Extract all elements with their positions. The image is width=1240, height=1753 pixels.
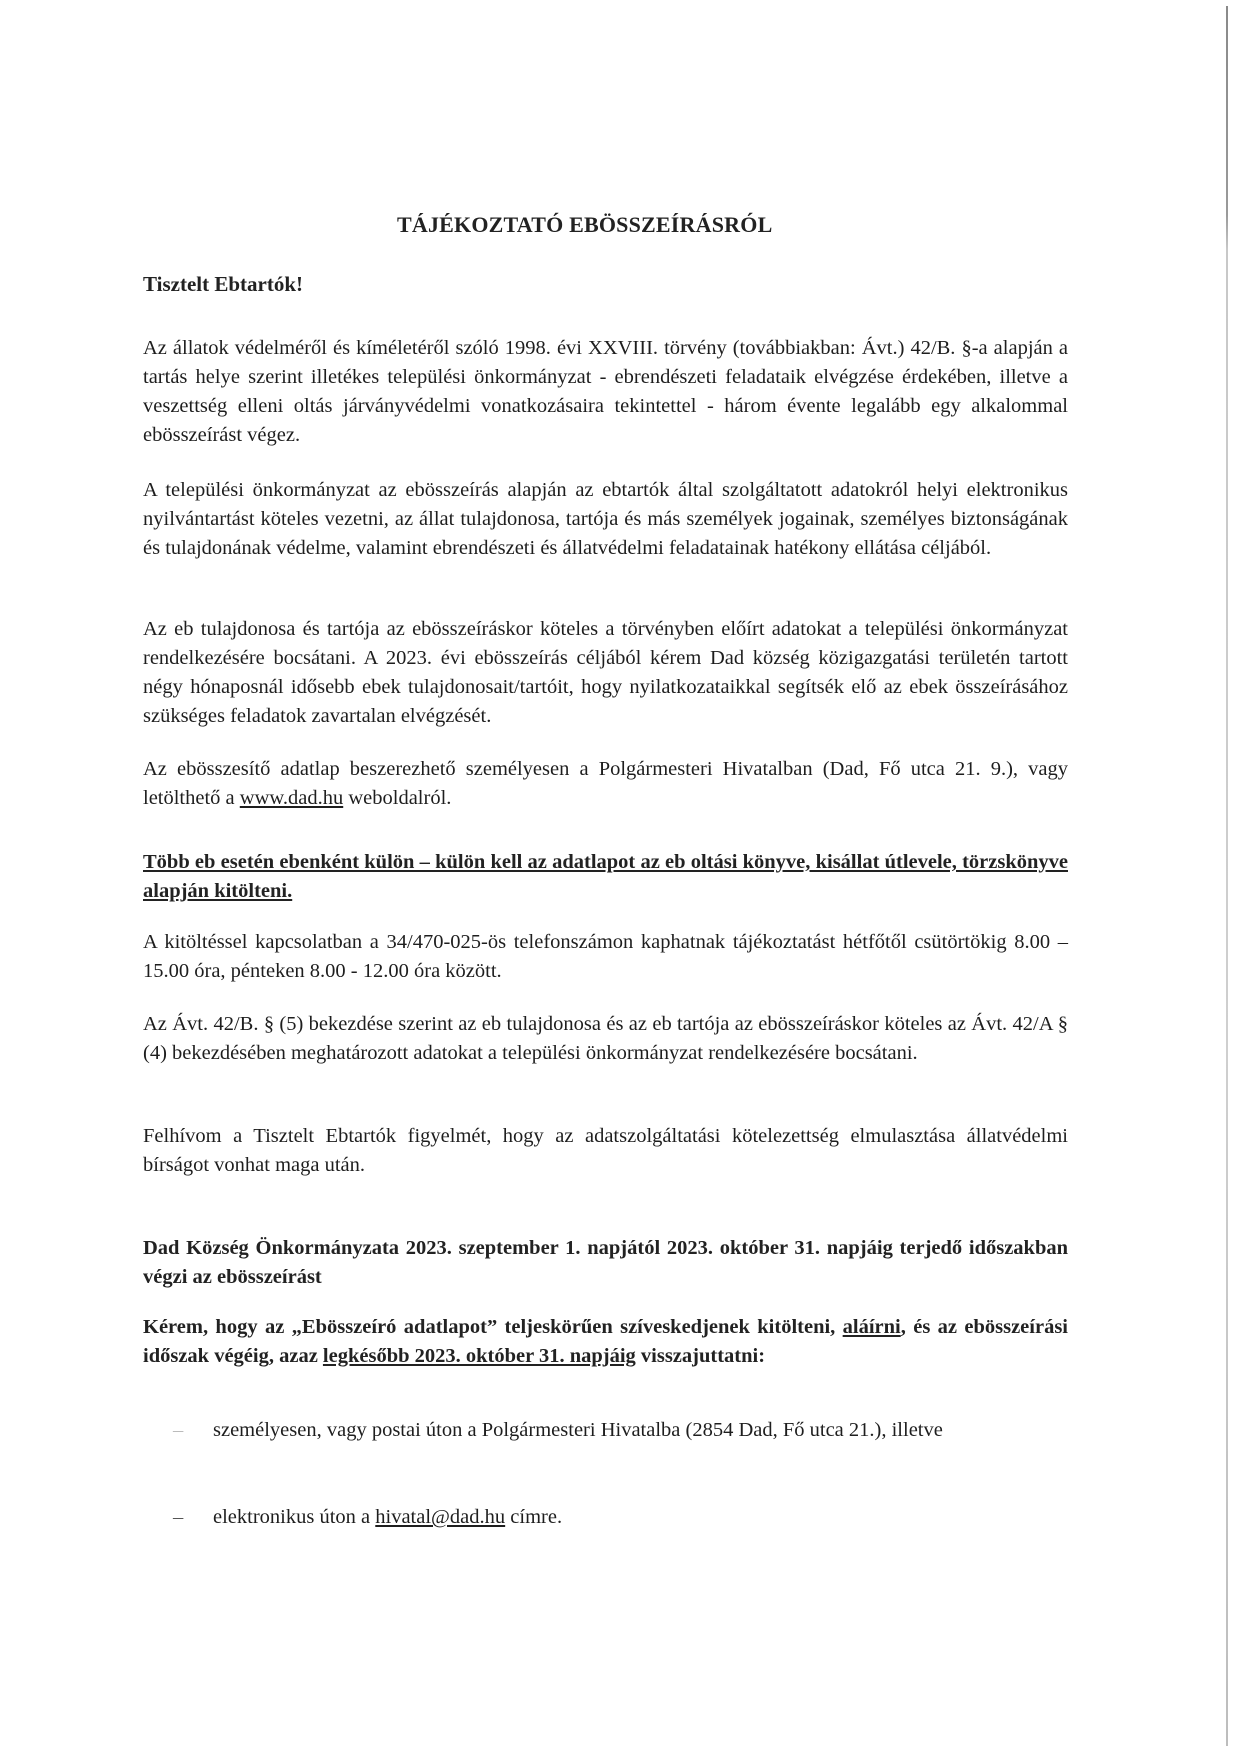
- paragraph-contact-hours: A kitöltéssel kapcsolatban a 34/470-025-ös telefonszámon kaphatnak tájékoztatást hétfőtől csütörtökig 8.00 – 15.00 óra, pénteken 8.00 - 12.00 óra között.: [143, 931, 1068, 982]
- return-methods-list-item-in-person: [173, 1416, 1068, 1445]
- salutation: Tisztelt Ebtartók!: [143, 272, 304, 296]
- return-request-text-mid: , és az ebösszeírási időszak végéig, azaz: [143, 1316, 1069, 1367]
- dash-bullet-icon: –: [173, 1419, 184, 1441]
- paragraph-registry: A települési önkormányzat az ebösszeírás alapján az ebtartók által szolgáltatott adatokról helyi elektronikus nyilvántartást köteles vezetni, az állat tulajdonosa, tartója és más személyek jogainak, személyes biztonságának és tulajdonának védelme, valamint ebrendészeti és állatvédelmi feladatainak hatékony ellátása céljából.: [143, 479, 1068, 559]
- return-methods-list-item-email: [173, 1503, 1068, 1532]
- scan-edge-line: [1226, 6, 1228, 1746]
- paragraph-legal-basis: Az állatok védelméről és kíméletéről szóló 1998. évi XXVIII. törvény (továbbiakban: Ávt.) 42/B. §-a alapján a tartás helye szerint illetékes települési önkormányzat - ebrendészeti feladataik elvégzése érdekében, illetve a veszettség elleni oltás járványvédelmi vonatkozásaira tekintettel - három évente legalább egy alkalommal ebösszeírást végez.: [143, 337, 1068, 446]
- paragraph-census-period: Dad Község Önkormányzata 2023. szeptember 1. napjától 2023. október 31. napjáig terjedő időszakban végzi az ebösszeírást: [143, 1237, 1068, 1288]
- return-request-text-end: visszajuttatni:: [635, 1345, 766, 1367]
- paragraph-penalty-warning: Felhívom a Tisztelt Ebtartók figyelmét, hogy az adatszolgáltatási kötelezettség elmulasztása állatvédelmi bírságot vonhat maga után.: [143, 1125, 1068, 1176]
- sign-emphasis: aláírni: [842, 1316, 901, 1338]
- deadline-emphasis: legkésőbb 2023. október 31. napjáig: [322, 1345, 636, 1367]
- email-link[interactable]: hivatal@dad.hu: [375, 1506, 506, 1528]
- website-link[interactable]: www.dad.hu: [239, 787, 344, 809]
- list-item: [173, 1503, 1068, 1532]
- paragraph-legal-obligation: Az Ávt. 42/B. § (5) bekezdése szerint az eb tulajdonosa és az eb tartója az ebösszeíráskor köteles az Ávt. 42/A § (4) bekezdésében meghatározott adatokat a települési önkormányzat rendelkezésére bocsátani.: [143, 1013, 1068, 1064]
- list-item: [173, 1416, 1068, 1445]
- return-request-text: Kérem, hogy az „Ebösszeíró adatlapot” teljeskörűen szíveskedjenek kitölteni,: [143, 1316, 843, 1338]
- paragraph-multiple-dogs-notice: Több eb esetén ebenként külön – külön kell az adatlapot az eb oltási könyve, kisállat útlevele, törzskönyve alapján kitölteni.: [143, 851, 1068, 902]
- form-availability-text: Az ebösszesítő adatlap beszerezhető személyesen a Polgármesteri Hivatalban (Dad, Fő utca 21. 9.), vagy letölthető a: [143, 758, 1068, 809]
- paragraph-return-request: [143, 1313, 1068, 1371]
- paragraph-form-availability: [143, 755, 1068, 813]
- dash-bullet-icon: –: [173, 1506, 184, 1528]
- form-availability-text-end: weboldalról.: [343, 787, 452, 809]
- list-item-text: elektronikus úton a: [213, 1506, 376, 1528]
- list-item-text: személyesen, vagy postai úton a Polgármesteri Hivatalba (2854 Dad, Fő utca 21.), illetve: [213, 1419, 943, 1441]
- list-item-text-end: címre.: [505, 1506, 563, 1528]
- document-title: TÁJÉKOZTATÓ EBÖSSZEÍRÁSRÓL: [397, 212, 773, 237]
- paragraph-owner-obligation: Az eb tulajdonosa és tartója az ebösszeíráskor köteles a törvényben előírt adatokat a települési önkormányzat rendelkezésére bocsátani. A 2023. évi ebösszeírás céljából kérem Dad község közigazgatási területén tartott négy hónaposnál idősebb ebek tulajdonosait/tartóit, hogy nyilatkozataikkal segítsék elő az ebek összeírásához szükséges feladatok zavartalan elvégzését.: [143, 618, 1068, 727]
